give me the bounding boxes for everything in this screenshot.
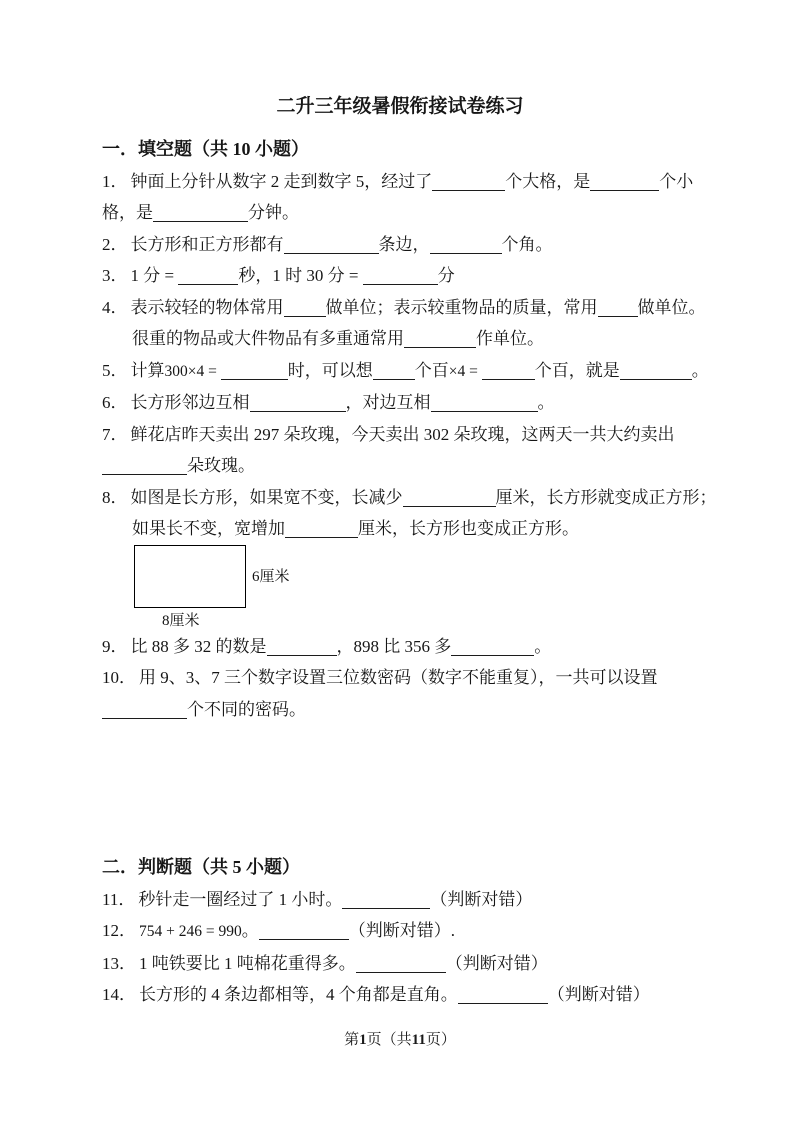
- section: [102, 134, 717, 725]
- question-line: [102, 355, 709, 388]
- question-text: 个百，就是: [534, 360, 620, 380]
- question-text: 。: [534, 636, 552, 656]
- rectangle-figure: [102, 545, 698, 631]
- blank-line: [598, 302, 638, 317]
- page-footer: [102, 1028, 698, 1049]
- question-text: 。: [241, 921, 259, 940]
- question-text: 。: [691, 360, 709, 380]
- question-number: 12．: [102, 921, 136, 940]
- blank-line: [259, 925, 349, 940]
- section-heading: 一．填空题（共 10 小题）: [102, 139, 309, 159]
- blank-line: [285, 523, 358, 538]
- total-pages: 11: [411, 1031, 426, 1048]
- question-number: 6．: [102, 393, 128, 412]
- question-text: 个小: [659, 171, 694, 191]
- question-text: 钟面上分针从数字 2 走到数字 5，经过了: [130, 171, 433, 191]
- blank-line: [458, 989, 548, 1004]
- question-text: （判断对错）: [430, 889, 533, 909]
- question-text: 秒针走一圈经过了 1 小时。: [138, 889, 343, 909]
- question-text: 用 9、3、7 三个数字设置三位数密码（数字不能重复），一共可以设置: [139, 668, 658, 687]
- page-number: 1: [359, 1031, 367, 1048]
- question-line: [102, 482, 717, 514]
- blank-line: [404, 333, 476, 348]
- question-line: [102, 387, 698, 419]
- exam-content: [102, 134, 717, 1011]
- blank-line: [178, 270, 238, 285]
- equation-text: 300×4 =: [164, 362, 221, 380]
- section-heading: 二．判断题（共 5 小题）: [102, 857, 300, 877]
- question-text: 鲜花店昨天卖出 297 朵玫瑰，今天卖出 302 朵玫瑰，这两天一共大约卖出: [130, 424, 675, 444]
- question-line: [102, 450, 698, 482]
- equation-text: ×4 =: [448, 362, 482, 380]
- question-number: 11．: [102, 889, 136, 909]
- page-title: 二升三年级暑假衔接试卷练习: [276, 96, 524, 117]
- blank-line: [403, 492, 496, 507]
- question-line: [102, 915, 698, 948]
- question-number: 9．: [102, 636, 128, 656]
- question-line: [102, 979, 698, 1011]
- question-number: 14．: [102, 985, 136, 1004]
- question-text: 计算: [130, 360, 165, 380]
- footer-text-pre: 第: [344, 1031, 360, 1048]
- question-text: （判断对错）: [445, 953, 548, 973]
- question-number: 2．: [102, 234, 128, 254]
- question-text: 做单位；表示较重物品的质量，常用: [325, 297, 598, 317]
- blank-line: [451, 641, 534, 656]
- question-text: 如图是长方形，如果宽不变，长减少: [130, 487, 403, 507]
- blank-line: [267, 641, 337, 656]
- blank-line: [430, 239, 502, 254]
- question-text: 厘米，长方形就变成正方形；: [495, 487, 717, 507]
- question-text: 长方形邻边互相: [130, 393, 250, 412]
- question-text: 个角。: [501, 234, 553, 254]
- blank-line: [102, 460, 187, 475]
- blank-line: [284, 302, 326, 317]
- question-text: （判断对错）: [547, 985, 650, 1004]
- question-number: 10．: [102, 668, 136, 687]
- question-line: [102, 292, 706, 324]
- question-text: 长方形和正方形都有: [130, 234, 284, 254]
- footer-text-mid: 页（共: [366, 1031, 412, 1048]
- question-text: ，898 比 356 多: [336, 636, 452, 656]
- question-number: 1．: [102, 171, 128, 191]
- question-line: [102, 260, 698, 292]
- question-text: 表示较轻的物体常用: [130, 297, 284, 317]
- question-text: 比 88 多 32 的数是: [130, 636, 267, 656]
- blank-line: [153, 207, 248, 222]
- question-text: 朵玫瑰。: [187, 456, 255, 475]
- blank-line: [482, 365, 535, 380]
- question-line: [102, 948, 698, 980]
- figure-width-label: 8厘米: [162, 612, 200, 629]
- question-text: ，对边互相: [345, 393, 431, 412]
- blank-line: [373, 365, 415, 380]
- question-text: 分钟。: [248, 203, 299, 222]
- question-line: [102, 513, 698, 545]
- question-text: 作单位。: [476, 329, 544, 348]
- question-line: [102, 419, 698, 451]
- question-text: 长方形的 4 条边都相等，4 个角都是直角。: [139, 985, 458, 1004]
- question-text: 秒，1 时 30 分 =: [238, 266, 363, 285]
- question-text: 做单位。: [637, 297, 706, 317]
- blank-line: [431, 397, 538, 412]
- question-text: （判断对错）.: [348, 921, 455, 940]
- question-number: 7．: [102, 424, 128, 444]
- question-text: 1 吨铁要比 1 吨棉花重得多。: [139, 953, 356, 973]
- question-number: 5．: [102, 360, 128, 380]
- blank-line: [432, 176, 505, 191]
- question-line: [102, 166, 698, 198]
- question-text: 个不同的密码。: [187, 699, 306, 719]
- question-text: 厘米，长方形也变成正方形。: [358, 519, 579, 538]
- question-line: [102, 323, 698, 355]
- question-text: 分: [437, 266, 455, 285]
- question-text: 如果长不变，宽增加: [132, 519, 285, 538]
- question-number: 8．: [102, 487, 128, 507]
- blank-line: [250, 397, 346, 412]
- blank-line: [342, 894, 430, 909]
- blank-line: [102, 704, 187, 719]
- blank-line: [284, 239, 379, 254]
- rectangle-diagram: [134, 545, 246, 608]
- question-text: 个百: [414, 360, 449, 380]
- blank-line: [356, 958, 446, 973]
- question-text: 格，是: [102, 203, 153, 222]
- question-text: 时，可以想: [287, 360, 373, 380]
- blank-line: [221, 365, 288, 380]
- question-text: 个大格，是: [505, 171, 591, 191]
- blank-line: [590, 176, 659, 191]
- equation-text: 754 + 246 = 990: [139, 923, 242, 940]
- question-number: 13．: [102, 953, 136, 973]
- blank-line: [620, 365, 692, 380]
- question-line: [102, 884, 698, 916]
- question-line: [102, 631, 698, 663]
- question-line: [102, 197, 698, 229]
- figure-height-label: 6厘米: [252, 568, 290, 585]
- question-text: 条边，: [378, 234, 430, 254]
- footer-text-post: 页）: [425, 1031, 456, 1048]
- question-text: 1 分 =: [130, 266, 179, 285]
- question-line: [102, 662, 698, 694]
- question-number: 4．: [102, 297, 128, 317]
- question-line: [102, 229, 698, 261]
- question-line: [102, 694, 698, 726]
- question-number: 3．: [102, 266, 128, 285]
- question-text: 。: [537, 393, 555, 412]
- question-text: 很重的物品或大件物品有多重通常用: [132, 329, 404, 348]
- blank-line: [363, 270, 438, 285]
- section: [102, 852, 698, 1011]
